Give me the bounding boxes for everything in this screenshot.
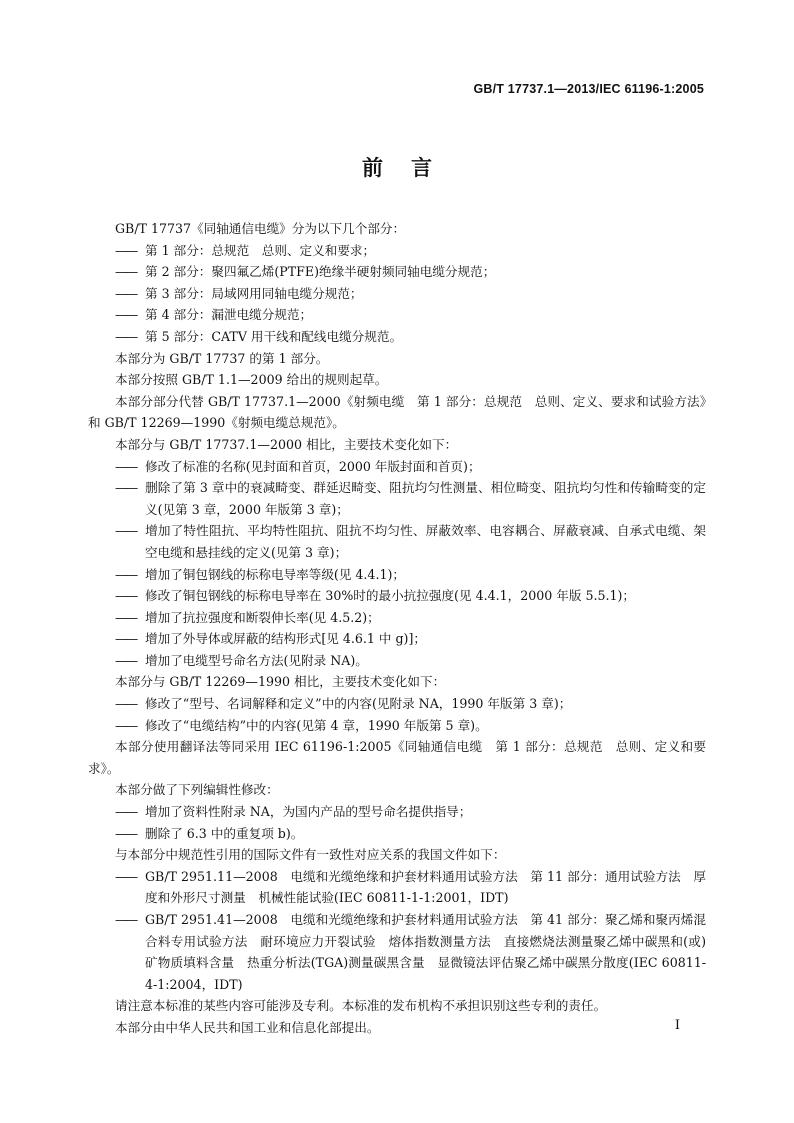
dash-marker (115, 823, 145, 845)
dash-marker (115, 564, 145, 586)
paragraph: GB/T 17737《同轴通信电缆》分为以下几个部分： (115, 221, 406, 236)
list-item: ——第 5 部分：CATV 用干线和配线电缆分规范。 (88, 326, 706, 348)
list-item: ——第 1 部分：总规范 总则、定义和要求； (88, 240, 706, 262)
list-item: ——增加了电缆型号命名方法(见附录 NA)。 (88, 650, 706, 672)
dash-marker (115, 240, 145, 262)
dash-marker (115, 650, 145, 672)
list-item: ——GB/T 2951.41—2008 电缆和光缆绝缘和护套材料通用试验方法 第 41 部分：聚乙烯和聚丙烯混合料专用试验方法 耐环境应力开裂试验 熔体指数测量方法 直接燃烧法测量聚乙烯中碳黑和(或)矿物质填料含量 热重分析法(TGA)测量碳黑含量 显微镜法评估聚乙烯中碳黑分散度(IEC 60811-4-1:2004，IDT) (88, 909, 706, 995)
dash-marker (115, 456, 145, 478)
list-item: ——GB/T 2951.11—2008 电缆和光缆绝缘和护套材料通用试验方法 第 11 部分：通用试验方法 厚度和外形尺寸测量 机械性能试验(IEC 60811-1-1:2001，IDT) (88, 866, 706, 909)
list-item: ——增加了资料性附录 NA，为国内产品的型号命名提供指导； (88, 801, 706, 823)
paragraph: 本部分与 GB/T 17737.1—2000 相比，主要技术变化如下： (115, 436, 458, 452)
paragraph: 本部分做了下列编辑性修改： (115, 782, 279, 798)
paragraph: 与本部分中规范性引用的国际文件有一致性对应关系的我国文件如下： (115, 847, 506, 863)
paragraph: 本部分为 GB/T 17737 的第 1 部分。 (115, 350, 329, 366)
paragraph: 本部分由中华人民共和国工业和信息化部提出。 (115, 1019, 380, 1035)
dash-marker (115, 607, 145, 629)
list-item: ——增加了抗拉强度和断裂伸长率(见 4.5.2)； (88, 607, 706, 629)
list-item: ——增加了外导体或屏蔽的结构形式[见 4.6.1 中 g)]； (88, 628, 706, 650)
dash-marker (115, 283, 145, 305)
dash-marker (115, 261, 145, 283)
dash-marker (115, 520, 145, 542)
document-body (88, 218, 706, 1039)
dash-marker (115, 693, 145, 715)
list-item: ——第 4 部分：漏泄电缆分规范； (88, 304, 706, 326)
dash-marker (115, 477, 145, 499)
paragraph: 本部分按照 GB/T 1.1—2009 给出的规则起草。 (115, 372, 388, 388)
list-item: ——第 2 部分：聚四氟乙烯(PTFE)绝缘半硬射频同轴电缆分规范； (88, 261, 706, 283)
list-item: ——修改了铜包钢线的标称电导率在 30%时的最小抗拉强度(见 4.4.1，2000 年版 5.5.1)； (88, 585, 706, 607)
list-item: ——删除了第 3 章中的衰减畸变、群延迟畸变、阻抗均匀性测量、相位畸变、阻抗均匀性和传输畸变的定义(见第 3 章，2000 年版第 3 章)； (88, 477, 706, 520)
list-item: ——修改了“电缆结构”中的内容(见第 4 章，1990 年版第 5 章)。 (88, 715, 706, 737)
paragraph: 本部分与 GB/T 12269—1990 相比，主要技术变化如下： (115, 674, 446, 690)
list-item: ——修改了标准的名称(见封面和首页，2000 年版封面和首页)； (88, 456, 706, 478)
paragraph: 本部分使用翻译法等同采用 IEC 61196-1:2005《同轴通信电缆 第 1 部分：总规范 总则、定义和要求》。 (88, 739, 706, 776)
list-item: ——删除了 6.3 中的重复项 b)。 (88, 823, 706, 845)
dash-marker (115, 585, 145, 607)
list-item: ——修改了“型号、名词解释和定义”中的内容(见附录 NA，1990 年版第 3 章)； (88, 693, 706, 715)
list-item: ——第 3 部分：局域网用同轴电缆分规范； (88, 283, 706, 305)
dash-marker (115, 326, 145, 348)
dash-marker (115, 909, 145, 931)
paragraph: 请注意本标准的某些内容可能涉及专利。本标准的发布机构不承担识别这些专利的责任。 (115, 998, 607, 1014)
paragraph: 本部分部分代替 GB/T 17737.1—2000《射频电缆 第 1 部分：总规范 总则、定义、要求和试验方法》和 GB/T 12269—1990《射频电缆总规范》。 (88, 393, 706, 431)
dash-marker (115, 866, 145, 888)
page-number: I (674, 1018, 680, 1033)
dash-marker (115, 801, 145, 823)
dash-marker (115, 304, 145, 326)
list-item: ——增加了铜包钢线的标称电导率等级(见 4.4.1)； (88, 564, 706, 586)
dash-marker (115, 628, 145, 650)
list-item: ——增加了特性阻抗、平均特性阻抗、阻抗不均匀性、屏蔽效率、电容耦合、屏蔽衰减、自承式电缆、架空电缆和悬挂线的定义(见第 3 章)； (88, 520, 706, 563)
dash-marker (115, 715, 145, 737)
document-header: GB/T 17737.1—2013/IEC 61196-1:2005 (473, 82, 704, 96)
page-title: 前言 (362, 155, 460, 180)
